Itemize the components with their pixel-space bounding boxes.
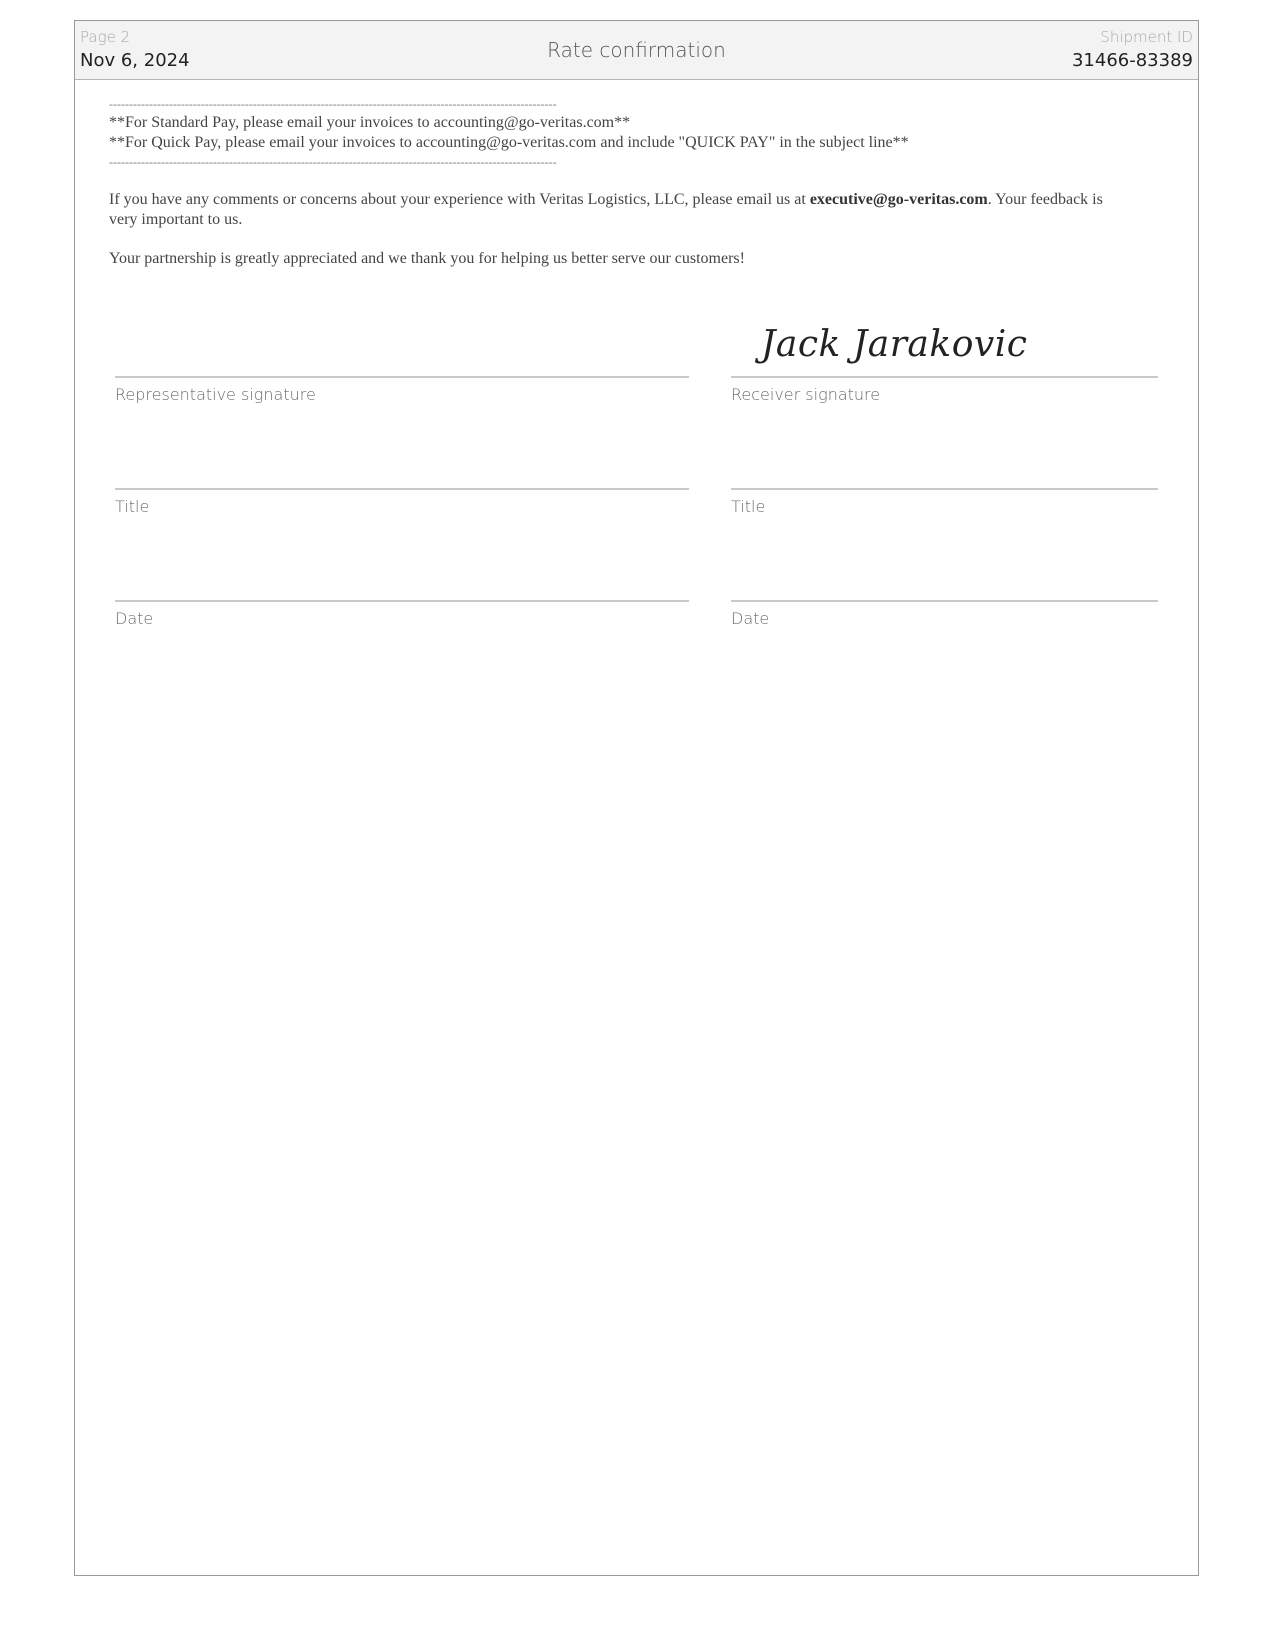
representative-signature-field[interactable] <box>115 321 689 431</box>
feedback-paragraph <box>109 190 1134 230</box>
standard-pay-note: **For Standard Pay, please email your invoices to accounting@go-veritas.com** <box>109 114 631 131</box>
receiver-date-field[interactable] <box>731 545 1158 655</box>
signature-line <box>115 376 689 378</box>
document-title: Rate confirmation <box>547 38 726 62</box>
receiver-signature-label: Receiver signature <box>731 385 881 404</box>
quick-pay-note: **For Quick Pay, please email your invoices to accounting@go-veritas.com and include "QUICK PAY" in the subject line** <box>109 134 909 151</box>
representative-title-label: Title <box>115 497 150 516</box>
representative-date-field[interactable] <box>115 545 689 655</box>
page-header <box>75 21 1198 80</box>
shipment-id: 31466-83389 <box>1071 50 1193 71</box>
date-line <box>115 600 689 602</box>
document-page <box>74 20 1199 1576</box>
receiver-title-field[interactable] <box>731 433 1158 543</box>
document-body <box>109 95 1134 269</box>
receiver-signature-field[interactable] <box>731 321 1158 431</box>
receiver-title-label: Title <box>731 497 766 516</box>
title-line <box>731 488 1158 490</box>
thanks-paragraph: Your partnership is greatly appreciated and we thank you for helping us better serve our customers! <box>109 250 745 267</box>
receiver-signature: Jack Jarakovic <box>761 324 1028 365</box>
representative-title-field[interactable] <box>115 433 689 543</box>
receiver-date-label: Date <box>731 609 770 628</box>
signature-line <box>731 376 1158 378</box>
shipment-id-label: Shipment ID <box>1100 28 1193 46</box>
page-number: Page 2 <box>80 28 131 46</box>
feedback-text: If you have any comments or concerns about your experience with Veritas Logistics, LLC, please email us at <box>109 191 810 208</box>
representative-date-label: Date <box>115 609 154 628</box>
title-line <box>115 488 689 490</box>
divider-bottom: ---------------------------------------------------------------------------------------------------------------- <box>109 155 557 169</box>
document-date: Nov 6, 2024 <box>80 50 190 71</box>
header-right <box>1072 28 1193 74</box>
feedback-text-end: . Your feedback is very important to us. <box>109 191 1103 228</box>
divider-top: ---------------------------------------------------------------------------------------------------------------- <box>109 97 557 111</box>
date-line <box>731 600 1158 602</box>
executive-email[interactable]: executive@go-veritas.com <box>809 191 988 208</box>
representative-signature-label: Representative signature <box>115 385 316 404</box>
